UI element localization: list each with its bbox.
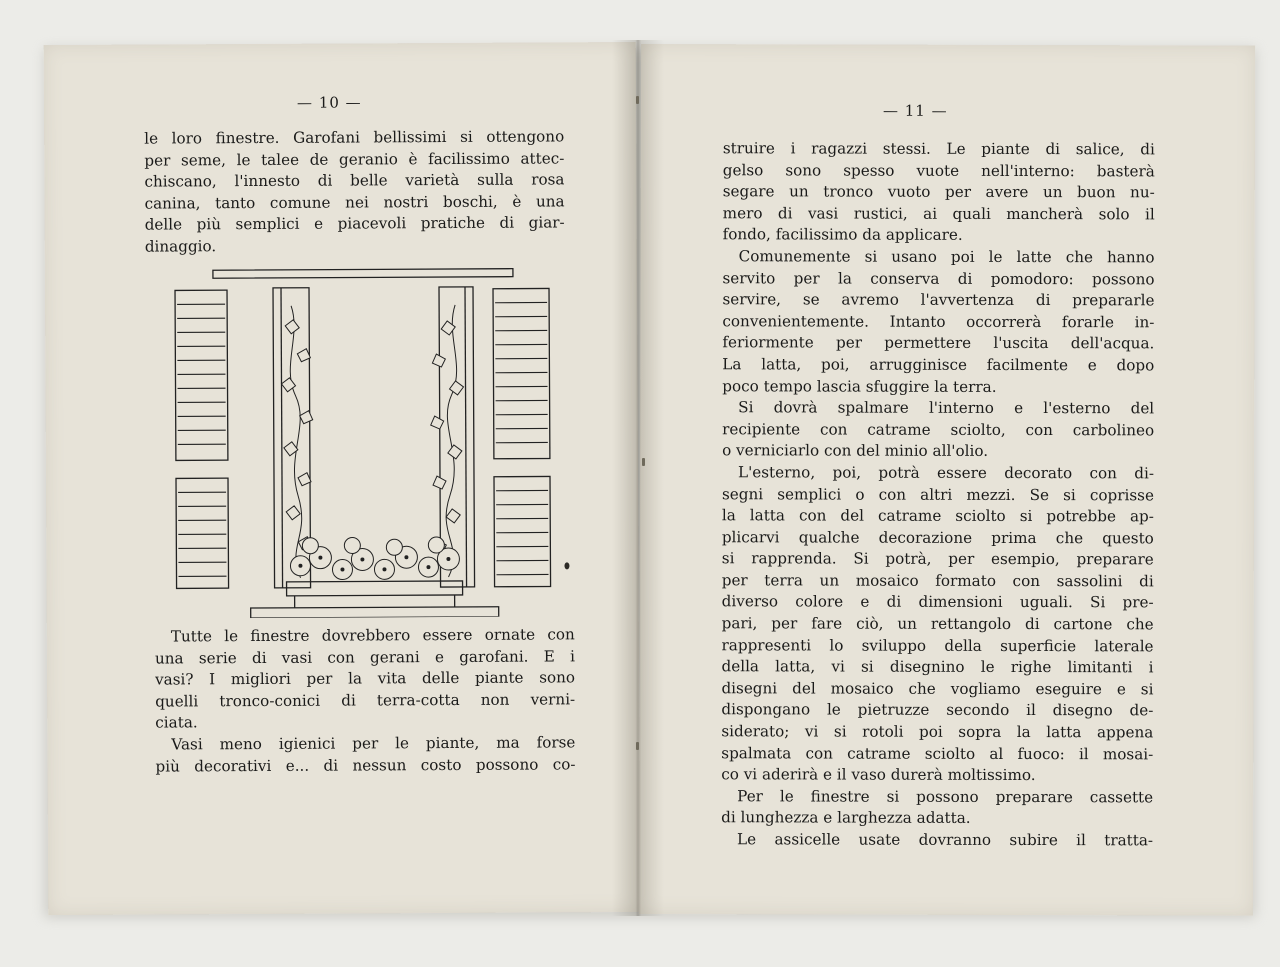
text-line: rappresenti lo sviluppo della superficie laterale	[721, 635, 1154, 656]
text-line: le loro finestre. Garofani bellissimi si ottengono	[144, 127, 565, 148]
left-page	[44, 42, 641, 915]
text-line: pari, per fare ciò, un rettangolo di cartone che	[721, 614, 1154, 634]
text-line: dinaggio.	[144, 237, 217, 256]
text-line: convenientemente. Intanto occorrerà forarle in-	[722, 311, 1155, 332]
text-line: Le assicelle usate dovranno subire il tratta-	[737, 830, 1154, 850]
text-line: L'esterno, poi, potrà essere decorato con di-	[737, 463, 1155, 483]
text-line: plicarvi qualche decorazione prima che questo	[721, 527, 1154, 548]
text-line: ciata.	[155, 713, 198, 732]
text-line: dispongano le pietruzze secondo il disegno de-	[721, 700, 1154, 720]
left-page-number: — 10 —	[296, 93, 362, 112]
text-line: segare un tronco vuoto per avere un buon nu-	[722, 182, 1155, 202]
right-page	[639, 44, 1255, 916]
text-line: mero di vasi rustici, ai quali mancherà solo il	[722, 203, 1155, 224]
text-line: per terra un mosaico formato con sassolini di	[721, 571, 1154, 591]
text-line: o verniciarlo con del minio all'olio.	[722, 441, 989, 461]
text-line: poco tempo lascia sfuggire la terra.	[722, 376, 997, 396]
window-with-flower-box-illustration	[173, 264, 555, 618]
text-line: della latta, vi si disegnino le righe limitanti i	[721, 657, 1154, 677]
text-line: vasi? I migliori per la vita delle piante sono	[155, 668, 576, 689]
text-line: disegni del mosaico che vogliamo eseguire e si	[721, 679, 1154, 699]
text-line: di lunghezza e larghezza adatta.	[721, 808, 971, 828]
text-line: per seme, le talee de geranio è facilissimo attec-	[144, 148, 565, 170]
text-line: delle più semplici e piacevoli pratiche di giar-	[144, 213, 565, 234]
text-line: canina, tanto comune nei nostri boschi, è una	[144, 192, 565, 213]
text-line: gelso sono spesso vuote nell'interno: basterà	[722, 160, 1155, 180]
text-line: diverso colore e di dimensioni uguali. Si pre-	[721, 592, 1154, 612]
left-top-paragraph	[144, 126, 565, 258]
text-line: Vasi meno igienici per le piante, ma forse	[171, 733, 576, 754]
text-line: la latta con del catrame sciolto si potrebbe ap-	[721, 506, 1154, 526]
text-line: Si dovrà spalmare l'interno e l'esterno del	[738, 398, 1155, 418]
ink-spot	[564, 562, 569, 569]
text-line: Comunemente si usano poi le latte che hanno	[738, 247, 1155, 267]
staple	[636, 742, 639, 750]
right-page-number: — 11 —	[882, 101, 948, 120]
text-line: quelli tronco-conici di terra-cotta non verni-	[155, 690, 576, 711]
text-line: siderato; vi si rotoli poi sopra la latta appena	[721, 722, 1154, 742]
text-line: recipiente con catrame sciolto, con carbolineo	[722, 419, 1155, 440]
text-line: fondo, facilissimo da applicare.	[722, 225, 963, 245]
staple	[642, 458, 645, 466]
left-bottom-paragraph	[155, 624, 576, 777]
text-line: chiscano, l'innesto di belle varietà sulla rosa	[144, 170, 565, 191]
text-line: spalmata con catrame sciolto al fuoco: il mosai-	[721, 743, 1154, 763]
text-line: una serie di vasi con gerani e garofani. E i	[154, 646, 575, 668]
text-line: segni semplici o con altri mezzi. Se si coprisse	[721, 484, 1154, 504]
text-line: servire, se avremo l'avvertenza di prepararle	[722, 290, 1155, 310]
text-line: co vi aderirà e il vaso durerà moltissimo.	[721, 765, 1036, 785]
text-line: feriormente per permettere l'uscita dell'acqua.	[722, 333, 1155, 353]
text-line: Per le finestre si possono preparare cassette	[737, 787, 1154, 807]
text-line: struire i ragazzi stessi. Le piante di salice, di	[722, 139, 1155, 159]
staple	[636, 96, 639, 104]
text-line: La latta, poi, arrugginisce facilmente e dopo	[722, 355, 1155, 375]
text-line: servito per la conserva di pomodoro: possono	[722, 268, 1155, 288]
text-line: si rapprenda. Si potrà, per esempio, preparare	[721, 549, 1154, 569]
right-page-text	[721, 138, 1155, 852]
text-line: più decorativi e... di nessun costo possono co-	[155, 754, 576, 776]
text-line: Tutte le finestre dovrebbero essere ornate con	[170, 625, 575, 646]
